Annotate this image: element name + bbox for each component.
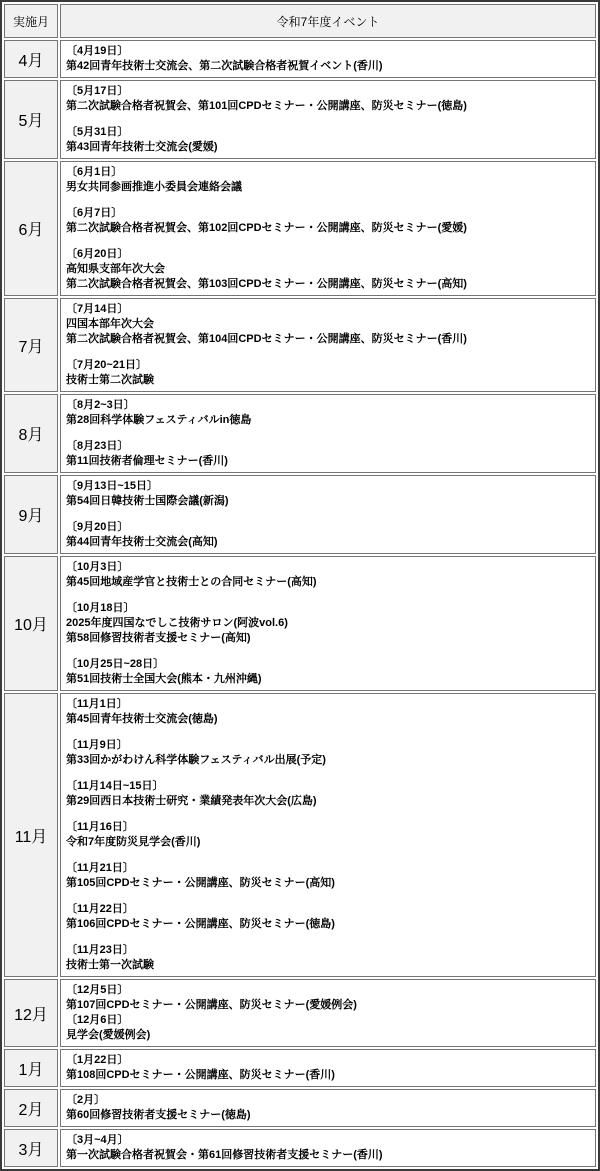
event-line: 〔5月17日〕 [66,85,129,97]
event-line: 〔11月21日〕 [66,862,134,874]
event-line: 技術士第二次試験 [66,374,154,386]
event-line: 〔1月22日〕 [66,1054,129,1066]
month-cell: 7月 [4,298,58,392]
event-cell [60,40,596,78]
month-column-header: 実施月 [4,4,58,38]
event-line: 〔10月25日~28日〕 [66,658,165,670]
blank-line [66,727,590,738]
table-row [4,979,596,1047]
event-line: 〔10月18日〕 [66,602,135,614]
month-cell: 10月 [4,556,58,691]
table-row [4,80,596,159]
event-line: 〔11月9日〕 [66,739,128,751]
event-line: 〔11月16日〕 [66,821,134,833]
month-cell: 3月 [4,1129,58,1167]
event-line: 第42回青年技術士交流会、第二次試験合格者祝賀イベント(香川) [66,60,383,72]
table-row [4,1129,596,1167]
event-line: 四国本部年次大会 [66,318,154,330]
table-row [4,1049,596,1087]
table-row [4,556,596,691]
blank-line [66,646,590,657]
event-cell [60,1089,596,1127]
event-cell [60,298,596,392]
event-line: 〔8月2~3日〕 [66,399,135,411]
event-line: 〔3月~4月〕 [66,1134,129,1146]
event-line: 〔9月20日〕 [66,521,129,533]
blank-line [66,114,590,125]
event-line: 〔7月20~21日〕 [66,359,148,371]
month-cell: 9月 [4,475,58,554]
month-cell: 4月 [4,40,58,78]
event-line: 〔6月20日〕 [66,248,129,260]
month-cell: 5月 [4,80,58,159]
blank-line [66,891,590,902]
event-cell [60,80,596,159]
events-column-header: 令和7年度イベント [60,4,596,38]
event-line: 第44回青年技術士交流会(高知) [66,536,218,548]
event-line: 男女共同参画推進小委員会連絡会議 [66,181,242,193]
blank-line [66,768,590,779]
event-cell [60,1129,596,1167]
event-line: 〔6月7日〕 [66,207,123,219]
event-line: 〔11月1日〕 [66,698,128,710]
event-line: 〔11月22日〕 [66,903,134,915]
event-cell [60,556,596,691]
event-line: 第51回技術士全国大会(熊本・九州沖縄) [66,673,262,685]
event-line: 〔7月14日〕 [66,303,129,315]
event-line: 第二次試験合格者祝賀会、第102回CPDセミナー・公開講座、防災セミナー(愛媛) [66,222,467,234]
event-line: 第58回修習技術者支援セミナー(高知) [66,632,251,644]
event-line: 見学会(愛媛例会) [66,1029,151,1041]
month-cell: 1月 [4,1049,58,1087]
event-line: 第11回技術者倫理セミナー(香川) [66,455,228,467]
event-line: 〔11月14日~15日〕 [66,780,164,792]
event-line: 第108回CPDセミナー・公開講座、防災セミナー(香川) [66,1069,335,1081]
event-cell [60,979,596,1047]
event-line: 第54回日韓技術士国際会議(新潟) [66,495,229,507]
event-line: 第106回CPDセミナー・公開講座、防災セミナー(徳島) [66,918,335,930]
event-line: 〔11月23日〕 [66,944,134,956]
event-line: 〔5月31日〕 [66,126,129,138]
event-line: 〔9月13日~15日〕 [66,480,159,492]
table-row [4,1089,596,1127]
event-line: 第105回CPDセミナー・公開講座、防災セミナー(高知) [66,877,335,889]
table-header [4,4,596,38]
event-cell [60,475,596,554]
event-line: 第43回青年技術士交流会(愛媛) [66,141,218,153]
event-cell [60,394,596,473]
event-cell [60,161,596,296]
blank-line [66,932,590,943]
month-cell: 6月 [4,161,58,296]
event-line: 〔6月1日〕 [66,166,123,178]
event-line: 〔4月19日〕 [66,45,129,57]
blank-line [66,347,590,358]
table-row [4,40,596,78]
blank-line [66,195,590,206]
event-line: 第一次試験合格者祝賀会・第61回修習技術者支援セミナー(香川) [66,1149,383,1161]
event-cell [60,1049,596,1087]
event-cell [60,693,596,977]
event-line: 〔2月〕 [66,1094,106,1106]
blank-line [66,509,590,520]
event-line: 第107回CPDセミナー・公開講座、防災セミナー(愛媛例会) [66,999,357,1011]
header-row [4,4,596,38]
event-line: 高知県支部年次大会 [66,263,165,275]
month-cell: 11月 [4,693,58,977]
event-line: 第45回青年技術士交流会(徳島) [66,713,218,725]
event-line: 第二次試験合格者祝賀会、第104回CPDセミナー・公開講座、防災セミナー(香川) [66,333,467,345]
event-line: 〔10月3日〕 [66,561,129,573]
schedule-body [4,40,596,1167]
event-line: 第60回修習技術者支援セミナー(徳島) [66,1109,251,1121]
event-line: 2025年度四国なでしこ技術サロン(阿波vol.6) [66,617,288,629]
event-line: 〔12月6日〕 [66,1014,129,1026]
table-row [4,693,596,977]
table-row [4,394,596,473]
event-line: 令和7年度防災見学会(香川) [66,836,201,848]
blank-line [66,428,590,439]
month-cell: 12月 [4,979,58,1047]
table-row [4,475,596,554]
blank-line [66,850,590,861]
blank-line [66,809,590,820]
table-row [4,298,596,392]
month-cell: 2月 [4,1089,58,1127]
event-line: 技術士第一次試験 [66,959,154,971]
event-line: 〔8月23日〕 [66,440,129,452]
table-row [4,161,596,296]
event-line: 第33回かがわけん科学体験フェスティバル出展(予定) [66,754,326,766]
blank-line [66,236,590,247]
event-line: 〔12月5日〕 [66,984,129,996]
event-line: 第二次試験合格者祝賀会、第103回CPDセミナー・公開講座、防災セミナー(高知) [66,278,467,290]
event-line: 第二次試験合格者祝賀会、第101回CPDセミナー・公開講座、防災セミナー(徳島) [66,100,467,112]
event-line: 第28回科学体験フェスティバルin徳島 [66,414,252,426]
event-line: 第29回西日本技術士研究・業績発表年次大会(広島) [66,795,317,807]
blank-line [66,590,590,601]
event-line: 第45回地域産学官と技術士との合同セミナー(高知) [66,576,317,588]
month-cell: 8月 [4,394,58,473]
